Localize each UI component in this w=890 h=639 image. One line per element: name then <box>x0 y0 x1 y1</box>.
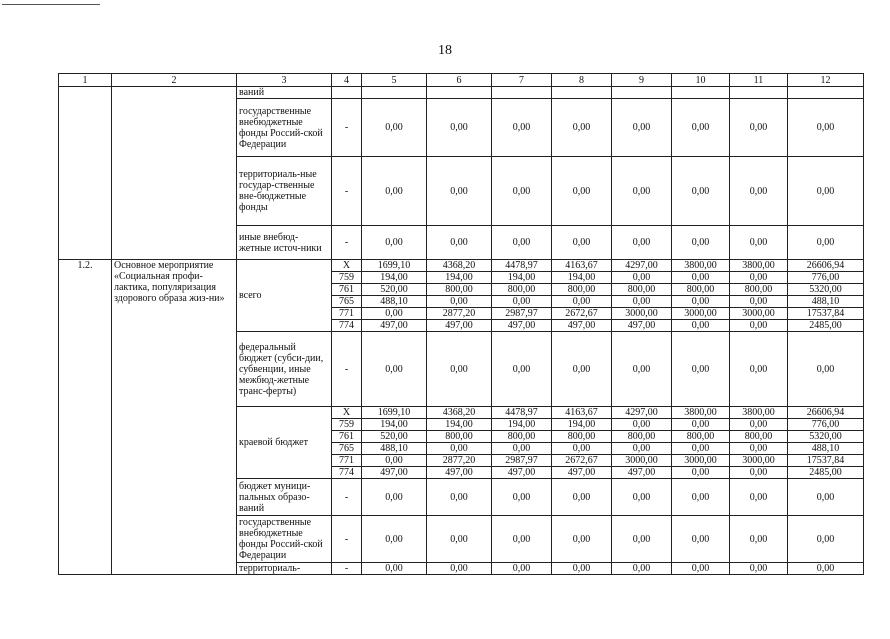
value-cell: 0,00 <box>362 455 427 467</box>
value-cell: 0,00 <box>672 332 730 407</box>
value-cell: 0,00 <box>552 443 612 455</box>
empty-cell <box>362 87 427 99</box>
value-cell: 0,00 <box>492 443 552 455</box>
value-cell: 2485,00 <box>788 467 864 479</box>
col-header: 6 <box>427 74 492 87</box>
value-cell: 3800,00 <box>730 260 788 272</box>
value-cell: 0,00 <box>788 226 864 260</box>
value-cell: 0,00 <box>730 443 788 455</box>
code-cell: X <box>332 260 362 272</box>
col-header: 11 <box>730 74 788 87</box>
value-cell: 0,00 <box>612 332 672 407</box>
value-cell: 0,00 <box>492 99 552 157</box>
col-header: 3 <box>237 74 332 87</box>
value-cell: 0,00 <box>730 332 788 407</box>
value-cell: 4163,67 <box>552 407 612 419</box>
value-cell: 520,00 <box>362 431 427 443</box>
value-cell: 0,00 <box>427 99 492 157</box>
value-cell: 4368,20 <box>427 407 492 419</box>
value-cell: 194,00 <box>362 272 427 284</box>
value-cell: 776,00 <box>788 419 864 431</box>
value-cell: 0,00 <box>612 99 672 157</box>
value-cell: 0,00 <box>492 563 552 575</box>
value-cell: 0,00 <box>672 320 730 332</box>
value-cell: 0,00 <box>552 296 612 308</box>
col-header: 1 <box>59 74 112 87</box>
value-cell: 497,00 <box>492 320 552 332</box>
value-cell: 0,00 <box>552 516 612 563</box>
budget-table <box>58 73 864 575</box>
value-cell: 0,00 <box>612 157 672 226</box>
col-header: 5 <box>362 74 427 87</box>
value-cell: 497,00 <box>427 320 492 332</box>
value-cell: 0,00 <box>427 157 492 226</box>
code-cell: X <box>332 407 362 419</box>
value-cell: 0,00 <box>427 332 492 407</box>
value-cell: 4297,00 <box>612 260 672 272</box>
col-header: 12 <box>788 74 864 87</box>
code-cell: - <box>332 479 362 516</box>
value-cell: 0,00 <box>672 272 730 284</box>
value-cell: 0,00 <box>552 332 612 407</box>
value-cell: 0,00 <box>672 479 730 516</box>
value-cell: 0,00 <box>362 563 427 575</box>
value-cell: 488,10 <box>362 296 427 308</box>
value-cell: 0,00 <box>552 157 612 226</box>
item-name: Основное мероприятие «Социальная профи-лактика, популяризация здорового образа жиз-ни» <box>112 260 237 575</box>
value-cell: 2987,97 <box>492 308 552 320</box>
value-cell: 0,00 <box>427 296 492 308</box>
value-cell: 3800,00 <box>672 260 730 272</box>
value-cell: 194,00 <box>362 419 427 431</box>
source-label: всего <box>237 260 332 332</box>
source-label: территориаль- <box>237 563 332 575</box>
value-cell: 0,00 <box>672 226 730 260</box>
col-header: 10 <box>672 74 730 87</box>
value-cell: 0,00 <box>672 419 730 431</box>
value-cell: 0,00 <box>362 332 427 407</box>
item-number: 1.2. <box>59 260 112 575</box>
value-cell: 0,00 <box>788 563 864 575</box>
empty-cell <box>612 87 672 99</box>
value-cell: 800,00 <box>427 431 492 443</box>
value-cell: 497,00 <box>612 320 672 332</box>
value-cell: 3000,00 <box>672 455 730 467</box>
value-cell: 800,00 <box>612 284 672 296</box>
value-cell: 0,00 <box>612 516 672 563</box>
value-cell: 800,00 <box>612 431 672 443</box>
code-cell: 759 <box>332 419 362 431</box>
value-cell: 0,00 <box>552 563 612 575</box>
value-cell: 3800,00 <box>672 407 730 419</box>
value-cell: 0,00 <box>612 272 672 284</box>
value-cell: 4163,67 <box>552 260 612 272</box>
value-cell: 0,00 <box>672 296 730 308</box>
empty-cell <box>672 87 730 99</box>
value-cell: 2672,67 <box>552 455 612 467</box>
col-header: 8 <box>552 74 612 87</box>
table-row <box>59 87 864 99</box>
value-cell: 0,00 <box>672 563 730 575</box>
value-cell: 520,00 <box>362 284 427 296</box>
source-label: иные внебюд-жетные источ-ники <box>237 226 332 260</box>
value-cell: 5320,00 <box>788 284 864 296</box>
value-cell: 3000,00 <box>672 308 730 320</box>
value-cell: 194,00 <box>492 272 552 284</box>
value-cell: 488,10 <box>788 443 864 455</box>
code-cell: 771 <box>332 308 362 320</box>
value-cell: 5320,00 <box>788 431 864 443</box>
value-cell: 2672,67 <box>552 308 612 320</box>
value-cell: 497,00 <box>362 467 427 479</box>
value-cell: 0,00 <box>492 479 552 516</box>
value-cell: 0,00 <box>492 296 552 308</box>
value-cell: 0,00 <box>552 479 612 516</box>
page-number: 18 <box>438 43 452 58</box>
value-cell: 0,00 <box>672 443 730 455</box>
source-label: краевой бюджет <box>237 407 332 479</box>
value-cell: 3000,00 <box>730 455 788 467</box>
value-cell: 2987,97 <box>492 455 552 467</box>
code-cell: 761 <box>332 431 362 443</box>
value-cell: 0,00 <box>730 467 788 479</box>
value-cell: 0,00 <box>788 332 864 407</box>
empty-cell <box>788 87 864 99</box>
value-cell: 0,00 <box>492 157 552 226</box>
empty-cell <box>332 87 362 99</box>
value-cell: 17537,84 <box>788 455 864 467</box>
value-cell: 800,00 <box>672 284 730 296</box>
value-cell: 0,00 <box>427 516 492 563</box>
value-cell: 0,00 <box>362 479 427 516</box>
value-cell: 0,00 <box>730 157 788 226</box>
value-cell: 0,00 <box>612 419 672 431</box>
code-cell: - <box>332 563 362 575</box>
value-cell: 800,00 <box>730 284 788 296</box>
code-cell: 765 <box>332 296 362 308</box>
value-cell: 3000,00 <box>730 308 788 320</box>
value-cell: 0,00 <box>552 99 612 157</box>
value-cell: 800,00 <box>552 284 612 296</box>
value-cell: 0,00 <box>492 332 552 407</box>
col-header: 2 <box>112 74 237 87</box>
value-cell: 0,00 <box>730 419 788 431</box>
code-cell: - <box>332 226 362 260</box>
value-cell: 497,00 <box>362 320 427 332</box>
empty-cell <box>427 87 492 99</box>
col-header: 9 <box>612 74 672 87</box>
value-cell: 0,00 <box>612 226 672 260</box>
value-cell: 800,00 <box>730 431 788 443</box>
code-cell: 765 <box>332 443 362 455</box>
column-header-row <box>59 74 864 87</box>
value-cell: 0,00 <box>612 443 672 455</box>
value-cell: 0,00 <box>730 320 788 332</box>
value-cell: 488,10 <box>788 296 864 308</box>
source-label: государственные внебюджетные фонды Россий-ской Федерации <box>237 516 332 563</box>
source-label: ваний <box>237 87 332 99</box>
value-cell: 2877,20 <box>427 308 492 320</box>
value-cell: 0,00 <box>362 157 427 226</box>
value-cell: 0,00 <box>362 99 427 157</box>
value-cell: 0,00 <box>362 308 427 320</box>
value-cell: 800,00 <box>427 284 492 296</box>
source-label: государственные внебюджетные фонды Россий-ской Федерации <box>237 99 332 157</box>
value-cell: 194,00 <box>427 419 492 431</box>
value-cell: 497,00 <box>552 320 612 332</box>
value-cell: 0,00 <box>788 157 864 226</box>
value-cell: 0,00 <box>788 479 864 516</box>
value-cell: 0,00 <box>362 516 427 563</box>
value-cell: 3000,00 <box>612 308 672 320</box>
value-cell: 0,00 <box>730 226 788 260</box>
code-cell: 759 <box>332 272 362 284</box>
value-cell: 0,00 <box>362 226 427 260</box>
source-label: территориаль-ные государ-ственные вне-бюджетные фонды <box>237 157 332 226</box>
value-cell: 0,00 <box>672 467 730 479</box>
value-cell: 1699,10 <box>362 260 427 272</box>
value-cell: 0,00 <box>788 516 864 563</box>
code-cell: - <box>332 516 362 563</box>
value-cell: 497,00 <box>427 467 492 479</box>
value-cell: 0,00 <box>672 99 730 157</box>
header-rule <box>2 4 100 5</box>
code-cell: - <box>332 332 362 407</box>
value-cell: 0,00 <box>788 99 864 157</box>
value-cell: 26606,94 <box>788 260 864 272</box>
code-cell: 774 <box>332 467 362 479</box>
value-cell: 4478,97 <box>492 260 552 272</box>
value-cell: 194,00 <box>552 419 612 431</box>
value-cell: 497,00 <box>492 467 552 479</box>
value-cell: 0,00 <box>730 516 788 563</box>
value-cell: 194,00 <box>427 272 492 284</box>
value-cell: 17537,84 <box>788 308 864 320</box>
value-cell: 4478,97 <box>492 407 552 419</box>
code-cell: 761 <box>332 284 362 296</box>
value-cell: 0,00 <box>730 296 788 308</box>
value-cell: 0,00 <box>612 563 672 575</box>
value-cell: 3800,00 <box>730 407 788 419</box>
value-cell: 0,00 <box>492 226 552 260</box>
value-cell: 0,00 <box>427 443 492 455</box>
value-cell: 497,00 <box>612 467 672 479</box>
empty-cell <box>59 87 112 260</box>
value-cell: 0,00 <box>730 479 788 516</box>
value-cell: 0,00 <box>612 479 672 516</box>
table-row <box>59 260 864 272</box>
code-cell: 771 <box>332 455 362 467</box>
source-label: федеральный бюджет (субси-дии, субвенции, иные межбюд-жетные транс-ферты) <box>237 332 332 407</box>
value-cell: 776,00 <box>788 272 864 284</box>
empty-cell <box>112 87 237 260</box>
value-cell: 0,00 <box>730 272 788 284</box>
value-cell: 4297,00 <box>612 407 672 419</box>
value-cell: 26606,94 <box>788 407 864 419</box>
value-cell: 0,00 <box>672 157 730 226</box>
value-cell: 2485,00 <box>788 320 864 332</box>
value-cell: 1699,10 <box>362 407 427 419</box>
empty-cell <box>492 87 552 99</box>
col-header: 4 <box>332 74 362 87</box>
value-cell: 0,00 <box>612 296 672 308</box>
value-cell: 800,00 <box>552 431 612 443</box>
value-cell: 0,00 <box>552 226 612 260</box>
value-cell: 0,00 <box>427 479 492 516</box>
value-cell: 488,10 <box>362 443 427 455</box>
col-header: 7 <box>492 74 552 87</box>
value-cell: 194,00 <box>552 272 612 284</box>
value-cell: 0,00 <box>672 516 730 563</box>
value-cell: 800,00 <box>672 431 730 443</box>
value-cell: 194,00 <box>492 419 552 431</box>
value-cell: 2877,20 <box>427 455 492 467</box>
value-cell: 0,00 <box>492 516 552 563</box>
code-cell: - <box>332 157 362 226</box>
value-cell: 0,00 <box>730 99 788 157</box>
value-cell: 0,00 <box>730 563 788 575</box>
value-cell: 800,00 <box>492 431 552 443</box>
value-cell: 497,00 <box>552 467 612 479</box>
value-cell: 4368,20 <box>427 260 492 272</box>
source-label: бюджет муници-пальных образо-ваний <box>237 479 332 516</box>
code-cell: - <box>332 99 362 157</box>
empty-cell <box>552 87 612 99</box>
value-cell: 3000,00 <box>612 455 672 467</box>
empty-cell <box>730 87 788 99</box>
value-cell: 0,00 <box>427 563 492 575</box>
code-cell: 774 <box>332 320 362 332</box>
value-cell: 0,00 <box>427 226 492 260</box>
value-cell: 800,00 <box>492 284 552 296</box>
